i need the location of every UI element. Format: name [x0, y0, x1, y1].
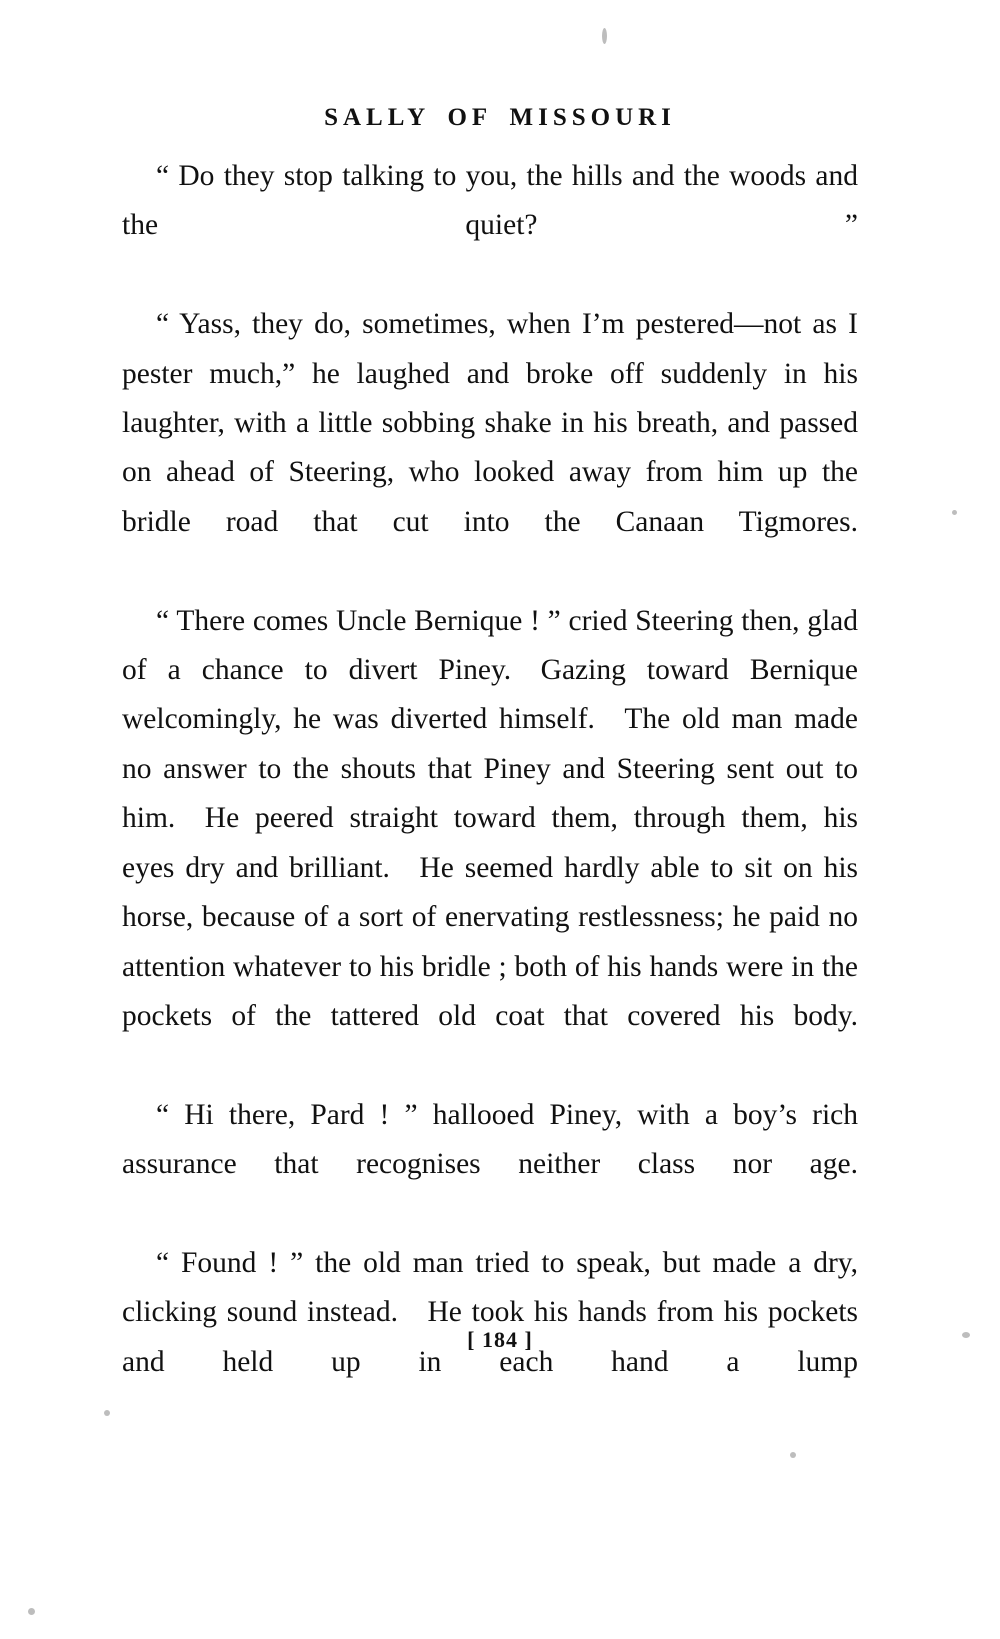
scan-speck — [602, 28, 607, 44]
scan-speck — [28, 1608, 35, 1615]
scan-speck — [952, 510, 957, 515]
scan-speck — [962, 1332, 970, 1338]
page-number: [ 184 ] — [467, 1327, 533, 1352]
scan-speck — [790, 1452, 796, 1458]
scan-speck — [104, 1410, 110, 1416]
paragraph: “ Found ! ” the old man tried to speak, but made a dry, clicking sound instead. He took his hands from his pockets and held up in each hand a lump — [122, 1246, 858, 1378]
running-head: SALLY OF MISSOURI — [324, 104, 676, 131]
text-block — [122, 152, 858, 1437]
paragraph: “ There comes Uncle Bernique ! ” cried Steering then, glad of a chance to divert Piney. Gazing toward Bernique welcomingly, he was diverted himself. The old man made no answer to the shouts that Piney and Steering sent out to him. He peered straight toward them, through them, his eyes dry and brilliant. He seemed hardly able to sit on his horse, because of a sort of enervating restlessness; he paid no attention whatever to his bridle ; both of his hands were in the pockets of the tattered old coat that covered his body. — [122, 604, 858, 1032]
paragraph: “ Hi there, Pard ! ” hallooed Piney, with a boy’s rich assurance that recognises neither class nor age. — [122, 1098, 858, 1181]
paragraph: “ Yass, they do, sometimes, when I’m pestered—not as I pester much,” he laughed and broke off suddenly in his laughter, with a little sobbing shake in his breath, and passed on ahead of Steering, who looked away from him up the bridle road that cut into the Canaan Tigmores. — [122, 308, 858, 538]
paragraph: “ Do they stop talking to you, the hills and the woods and the quiet? ” — [122, 160, 858, 242]
